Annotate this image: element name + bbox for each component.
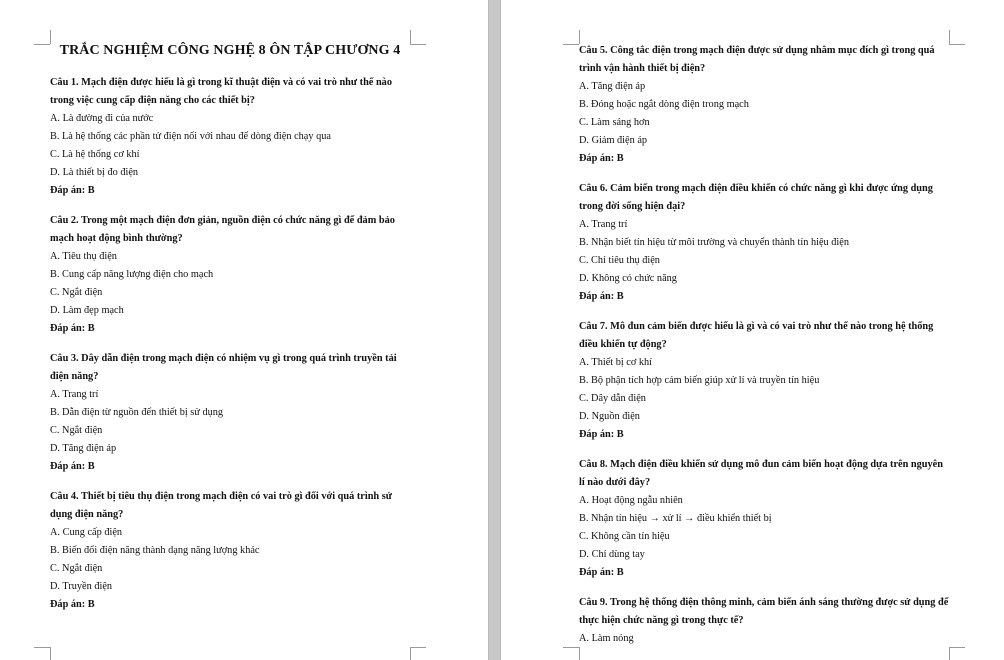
option-c[interactable]: C. Ngắt điện (50, 563, 103, 574)
question-text[interactable]: Câu 5. Công tắc điện trong mạch điện được sử dụng nhằm mục đích gì trong quá trình vận hành thiết bị điện? (579, 45, 935, 74)
option-c[interactable]: C. Làm sáng hơn (579, 117, 650, 128)
option-d[interactable]: D. Là thiết bị đo điện (50, 167, 139, 178)
option-c[interactable]: C. Dây dẫn điện (579, 393, 646, 404)
page-content (579, 42, 949, 660)
question-block (579, 180, 949, 306)
option-b[interactable]: B. Bộ phận tích hợp cảm biến giúp xử lí và truyền tín hiệu (579, 375, 820, 386)
option-d[interactable]: D. Giảm điện áp (579, 135, 648, 146)
question-block (50, 488, 410, 614)
answer-line[interactable]: Đáp án: B (50, 461, 95, 472)
option-c[interactable]: C. Chỉ tiêu thụ điện (579, 255, 660, 266)
page-content (50, 42, 410, 626)
option-b[interactable]: B. Biến đổi điện năng thành dạng năng lượng khác (50, 545, 260, 556)
option-a[interactable]: A. Tăng điện áp (579, 81, 646, 92)
crop-mark (410, 30, 411, 44)
answer-line[interactable]: Đáp án: B (579, 291, 624, 302)
option-a[interactable]: A. Hoạt động ngẫu nhiên (579, 495, 683, 506)
option-c[interactable]: C. Ngắt điện (50, 287, 103, 298)
question-text[interactable]: Câu 9. Trong hệ thống điện thông minh, cảm biến ánh sáng thường được sử dụng để thực hiện chức năng gì trong thực tế? (579, 597, 949, 626)
option-a[interactable]: A. Trang trí (579, 219, 628, 230)
document-page-left (0, 0, 488, 660)
option-a[interactable]: A. Thiết bị cơ khí (579, 357, 653, 368)
crop-mark (410, 44, 426, 45)
question-block (50, 212, 410, 338)
document-page-right (501, 0, 1004, 660)
answer-line[interactable]: Đáp án: B (50, 599, 95, 610)
option-d[interactable]: D. Không có chức năng (579, 273, 677, 284)
page-gutter (488, 0, 501, 660)
answer-line[interactable]: Đáp án: B (579, 153, 624, 164)
option-b[interactable]: B. Là hệ thống các phần tử điện nối với nhau để dòng điện chạy qua (50, 131, 331, 142)
option-d[interactable]: D. Truyền điện (50, 581, 113, 592)
crop-mark (34, 647, 50, 648)
question-text[interactable]: Câu 3. Dây dẫn điện trong mạch điện có nhiệm vụ gì trong quá trình truyền tải điện năng? (50, 353, 397, 382)
crop-mark (410, 647, 426, 648)
option-b[interactable]: B. Nhận tín hiệu → xử lí → điều khiển thiết bị (579, 513, 772, 524)
option-b[interactable]: B. Nhận biết tín hiệu từ môi trường và chuyển thành tín hiệu điện (579, 237, 849, 248)
option-a[interactable]: A. Là đường đi của nước (50, 113, 154, 124)
option-b[interactable]: B. Dẫn điện từ nguồn đến thiết bị sử dụng (50, 407, 224, 418)
crop-mark (410, 647, 411, 660)
crop-mark (949, 30, 950, 44)
crop-mark (949, 647, 965, 648)
answer-line[interactable]: Đáp án: B (50, 185, 95, 196)
question-block (579, 318, 949, 444)
crop-mark (563, 44, 579, 45)
option-c[interactable]: C. Không cần tín hiệu (579, 531, 670, 542)
question-block (579, 594, 949, 648)
option-a[interactable]: A. Làm nóng (579, 633, 634, 644)
document-title[interactable]: TRẮC NGHIỆM CÔNG NGHỆ 8 ÔN TẬP CHƯƠNG 4 (59, 43, 401, 58)
question-text[interactable]: Câu 7. Mô đun cảm biến được hiểu là gì và có vai trò như thế nào trong hệ thống điều khiển tự động? (579, 321, 934, 350)
crop-mark (949, 647, 950, 660)
option-a[interactable]: A. Cung cấp điện (50, 527, 123, 538)
question-text[interactable]: Câu 8. Mạch điện điều khiển sử dụng mô đun cảm biến hoạt động dựa trên nguyên lí nào dưới đây? (579, 459, 943, 488)
crop-mark (949, 44, 965, 45)
option-d[interactable]: D. Tăng điện áp (50, 443, 117, 454)
crop-mark (563, 647, 579, 648)
option-b[interactable]: B. Đóng hoặc ngắt dòng điện trong mạch (579, 99, 749, 110)
question-text[interactable]: Câu 2. Trong một mạch điện đơn giản, nguồn điện có chức năng gì để đảm bảo mạch hoạt động bình thường? (50, 215, 395, 244)
question-text[interactable]: Câu 4. Thiết bị tiêu thụ điện trong mạch điện có vai trò gì đối với quá trình sử dụng điện năng? (50, 491, 392, 520)
question-block (50, 350, 410, 476)
question-block (579, 42, 949, 168)
option-c[interactable]: C. Ngắt điện (50, 425, 103, 436)
question-block (50, 74, 410, 200)
option-d[interactable]: D. Chỉ dùng tay (579, 549, 645, 560)
answer-line[interactable]: Đáp án: B (579, 567, 624, 578)
question-text[interactable]: Câu 1. Mạch điện được hiểu là gì trong kĩ thuật điện và có vai trò như thế nào trong việc cung cấp điện năng cho các thiết bị? (50, 77, 392, 106)
option-d[interactable]: D. Nguồn điện (579, 411, 640, 422)
question-block (579, 456, 949, 582)
option-a[interactable]: A. Trang trí (50, 389, 99, 400)
option-b[interactable]: B. Cung cấp năng lượng điện cho mạch (50, 269, 214, 280)
answer-line[interactable]: Đáp án: B (50, 323, 95, 334)
crop-mark (34, 44, 50, 45)
option-c[interactable]: C. Là hệ thống cơ khí (50, 149, 140, 160)
option-a[interactable]: A. Tiêu thụ điện (50, 251, 117, 262)
crop-mark (50, 647, 51, 660)
answer-line[interactable]: Đáp án: B (579, 429, 624, 440)
option-d[interactable]: D. Làm đẹp mạch (50, 305, 124, 316)
question-text[interactable]: Câu 6. Cảm biến trong mạch điện điều khiển có chức năng gì khi được ứng dụng trong đời sống hiện đại? (579, 183, 933, 212)
